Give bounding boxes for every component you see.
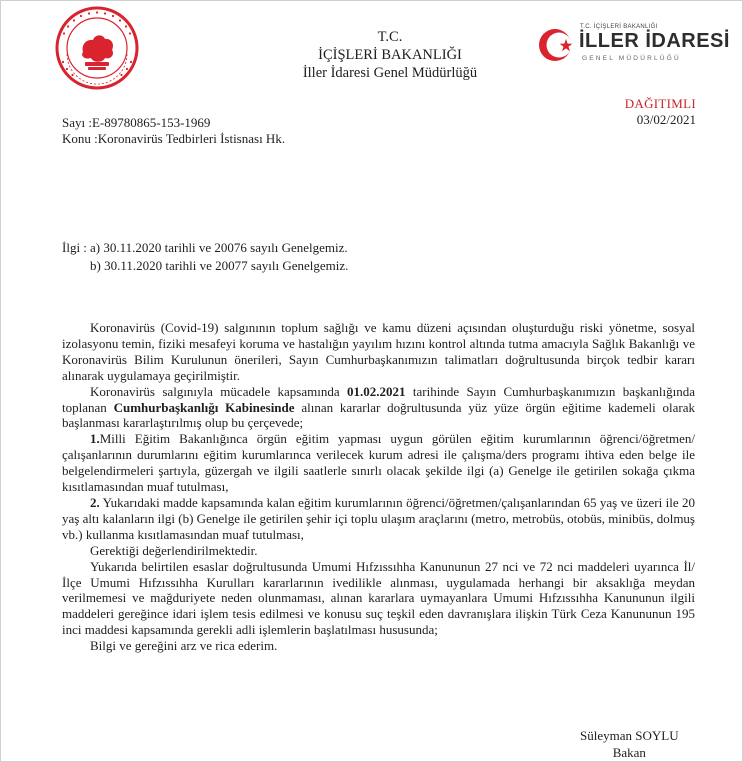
list-item-1-number: 1. — [90, 431, 100, 447]
distribution-label: DAĞITIMLI — [624, 96, 696, 111]
logo-sub-text: GENEL MÜDÜRLÜĞÜ — [582, 55, 681, 62]
paragraph-2-text-c: alınan kararlar doğrultusunda yüz yüze örgün eğitime kademeli olarak başlanması kararlaştırılmış olup bu çerçevede; — [62, 399, 695, 431]
paragraph-3: Gerektiği değerlendirilmektedir. — [90, 542, 258, 558]
list-item-1 — [62, 431, 695, 495]
paragraph-2-text-a: Koronavirüs salgınıyla mücadele kapsamında — [90, 383, 347, 399]
letterhead-line-tc: T.C. — [377, 29, 403, 45]
crescent-star-logo-icon — [536, 26, 576, 64]
reference-item-a: a) 30.11.2020 tarihli ve 20076 sayılı Genelgemiz. — [90, 240, 348, 255]
list-item-2-text: Yukarıdaki madde kapsamında kalan eğitim kurumlarının öğrenci/öğretmen/çalışanlarından 65 yaş ve üzeri ile 20 yaş altı kalanların ilgi (b) Genelge ile getirilen şehir içi toplu ulaşım araçlarını (metro, metrobüs, otobüs, minibüs, dolmuş vb.) kullanma kısıtlamasından muaf tutulması, — [62, 494, 695, 542]
reference-block — [62, 239, 348, 275]
logo-main-text: İLLER İDARESİ — [579, 30, 730, 52]
document-date: 03/02/2021 — [636, 112, 696, 127]
paragraph-5: Bilgi ve gereğini arz ve rica ederim. — [90, 638, 278, 654]
list-item-1-text: Milli Eğitim Bakanlığınca örgün eğitim yapması uygun görülen eğitim kurumlarının öğrenci/öğretmen/çalışanlarının durumlarını eğitim kurumlarınca verilecek kurum adresi ile çalışma/ders programı ihtiva eden belge ile belgelendirmeleri şartıyla, güzergah ve ilgili saatlerle sınırlı olacak şekilde ilgi (a) Genelge ile getirilen sokağa çıkma kısıtlamasından muaf tutulması, — [62, 431, 695, 495]
distribution-block — [625, 96, 696, 128]
letterhead — [250, 28, 530, 82]
paragraph-2 — [62, 384, 695, 432]
document-number: Sayı :E-89780865-153-1969 — [62, 115, 211, 130]
reference-item-b: b) 30.11.2020 tarihli ve 20077 sayılı Genelgemiz. — [90, 258, 349, 273]
letterhead-ministry: İÇİŞLERİ BAKANLIĞI — [318, 47, 462, 63]
letterhead-directorate: İller İdaresi Genel Müdürlüğü — [302, 65, 478, 81]
cabinet-name: Cumhurbaşkanlığı Kabinesinde — [113, 399, 295, 415]
meeting-date: 01.02.2021 — [347, 383, 406, 399]
paragraph-1: Koronavirüs (Covid-19) salgınının toplum sağlığı ve kamu düzeni açısından oluşturduğu riski yönetme, sosyal izolasyonu temin, fiziki mesafeyi koruma ve hastalığın yayılım hızını kontrol altında tutma amacıyla Sağlık Bakanlığı ve Koronavirüs Bilim Kurulunun önerileri, Sayın Cumhurbaşkanımızın talimatları doğrultusunda birçok tedbir kararı alınarak uygulamaya geçirilmiştir. — [62, 320, 695, 383]
list-item-2 — [62, 495, 695, 543]
iller-idaresi-logo — [536, 22, 730, 68]
reference-label: İlgi : — [62, 240, 87, 255]
ministry-seal-icon — [55, 6, 139, 90]
signatory-title: Bakan — [612, 745, 646, 760]
document-meta — [62, 115, 285, 147]
signatory-name: Süleyman SOYLU — [580, 728, 679, 743]
list-item-2-number: 2. — [90, 494, 100, 510]
letter-body — [62, 320, 695, 654]
signature-block — [580, 727, 679, 761]
document-subject: Konu :Koronavirüs Tedbirleri İstisnası Hk. — [62, 131, 286, 146]
paragraph-4: Yukarıda belirtilen esaslar doğrultusunda Umumi Hıfzıssıhha Kanununun 27 nci ve 72 nci maddeleri uyarınca İl/İlçe Umumi Hıfzıssıhha Kurulları kararlarının ivedilikle alınması, uygulamada herhangi bir aksaklığa meydan verilmemesi ve mağduriyete neden olunmaması, alınan kararlara uymayanlara Umumi Hıfzıssıhha Kanununun ilgili maddeleri gereğince idari işlem tesis edilmesi ve konusu suç teşkil eden davranışlara ilişkin Türk Ceza Kanununun 195 inci maddesi kapsamında gerekli adli işlemlerin başlatılması hususunda; — [62, 558, 695, 638]
paragraph-2-text-b: tarihinde Sayın Cumhurbaşkanımızın başkanlığında toplanan — [62, 383, 696, 415]
logo-small-text: T.C. İÇİŞLERİ BAKANLIĞI — [580, 24, 658, 30]
